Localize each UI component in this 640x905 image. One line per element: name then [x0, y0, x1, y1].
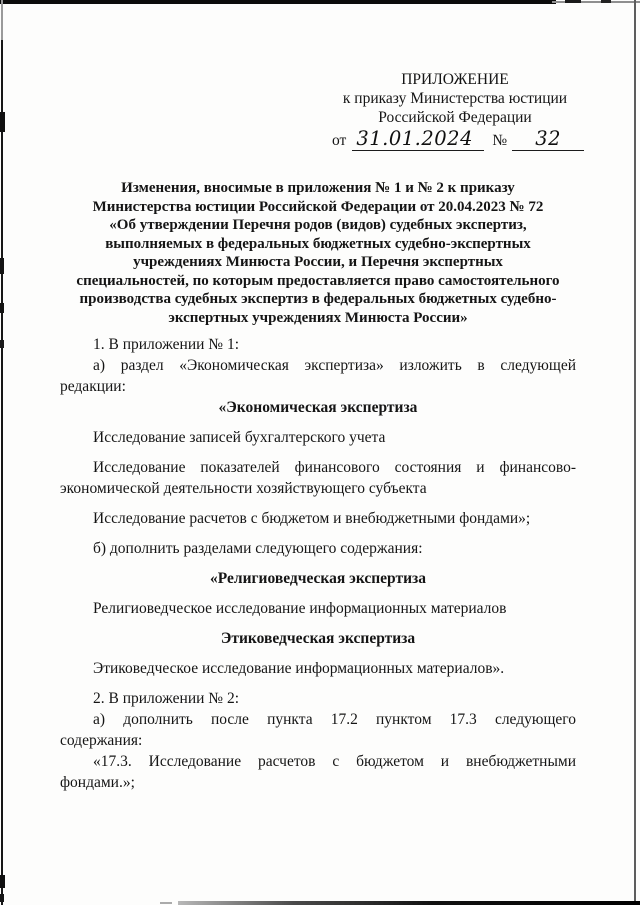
scan-edge-top-dash: [565, 0, 581, 3]
paragraph-line: Исследование расчетов с бюджетом и внебюджетными фондами»;: [93, 510, 531, 527]
title-line: специальностей, по которым предоставляется право самостоятельного: [76, 272, 560, 289]
scan-edge-bottom: [178, 901, 640, 905]
paragraph: [60, 598, 576, 619]
title-line: Министерства юстиции Российской Федерации от 20.04.2023 № 72: [92, 198, 544, 215]
title-line: производства судебных экспертиз в федеральных бюджетных судебно-: [79, 291, 557, 307]
document-title: [60, 179, 576, 327]
paragraph-line: а) раздел «Экономическая экспертиза» изложить в следующей: [93, 357, 576, 374]
approval-line: к приказу Министерства юстиции: [342, 90, 568, 107]
date-blank: [352, 127, 484, 151]
scan-speck: [0, 875, 5, 888]
scan-edge-right: [634, 0, 636, 905]
title-line: Изменения, вносимые в приложения № 1 и № 2 к приказу: [121, 180, 515, 196]
appendix-label: ПРИЛОЖЕНИЕ: [401, 71, 509, 88]
handwritten-date: 31.01.2024: [356, 127, 473, 150]
scan-edge-left-soft: [1, 0, 3, 40]
section-heading: [60, 628, 576, 649]
paragraph: [60, 709, 576, 751]
scan-speck: [0, 340, 4, 348]
paragraph: [60, 508, 576, 529]
paragraph-line: содержания:: [60, 732, 143, 749]
order-date-line: [324, 127, 586, 151]
approval-block: [324, 70, 586, 151]
scan-speck: [0, 894, 4, 902]
scan-edge-top-gray: [552, 1, 640, 3]
paragraph-line: «Религиоведческая экспертиза: [209, 570, 426, 587]
paragraph-line: 1. В приложении № 1:: [93, 336, 240, 353]
scan-speck: [0, 112, 5, 132]
paragraph: [60, 751, 576, 793]
scan-edge-left: [1, 0, 3, 905]
paragraph-line: Исследование записей бухгалтерского учета: [93, 429, 386, 446]
document-body: [60, 334, 576, 793]
number-sign: №: [492, 132, 508, 149]
scan-speck: [0, 258, 4, 274]
paragraph-line: Этиковедческое исследование информационных материалов».: [93, 660, 505, 677]
paragraph: [60, 538, 576, 559]
paragraph-line: «Экономическая экспертиза: [218, 399, 418, 416]
section-heading: [60, 568, 576, 589]
date-prefix: от: [332, 132, 347, 149]
paragraph-line: «17.3. Исследование расчетов с бюджетом и внебюджетными: [93, 753, 576, 770]
handwritten-number: 32: [535, 127, 562, 150]
paragraph-line: Религиоведческое исследование информационных материалов: [93, 600, 507, 617]
paragraph-line: а) дополнить после пункта 17.2 пунктом 17.3 следующего: [93, 711, 576, 728]
paragraph: [60, 658, 576, 679]
number-blank: [512, 127, 584, 151]
scan-speck: [0, 303, 4, 313]
paragraph: [60, 457, 576, 499]
paragraph-line: редакции:: [60, 378, 126, 395]
document-content: [60, 70, 576, 793]
paragraph: [60, 427, 576, 448]
paragraph-line: б) дополнить разделами следующего содержания:: [93, 540, 423, 557]
approval-line: Российской Федерации: [378, 109, 532, 126]
paragraph: [60, 355, 576, 397]
title-line: выполняемых в федеральных бюджетных судебно-экспертных: [105, 235, 531, 252]
paragraph-line: 2. В приложении № 2:: [93, 690, 240, 707]
paragraph-line: экономической деятельности хозяйствующего субъекта: [60, 480, 427, 497]
title-line: учреждениях Минюста России, и Перечня экспертных: [133, 254, 503, 270]
scan-edge-bottom-dash: [160, 902, 172, 904]
title-line: экспертных учреждениях Минюста России»: [168, 309, 468, 326]
paragraph-line: Исследование показателей финансового состояния и финансово-: [93, 459, 576, 476]
paragraph-line: Этиковедческая экспертиза: [220, 630, 416, 647]
paragraph-line: фондами.»;: [60, 774, 135, 791]
title-line: «Об утверждении Перечня родов (видов) судебных экспертиз,: [109, 217, 527, 233]
section-heading: [60, 397, 576, 418]
scan-edge-top-dash: [601, 0, 611, 3]
scan-edge-top: [0, 0, 556, 4]
paragraph: [60, 334, 576, 355]
paragraph: [60, 688, 576, 709]
